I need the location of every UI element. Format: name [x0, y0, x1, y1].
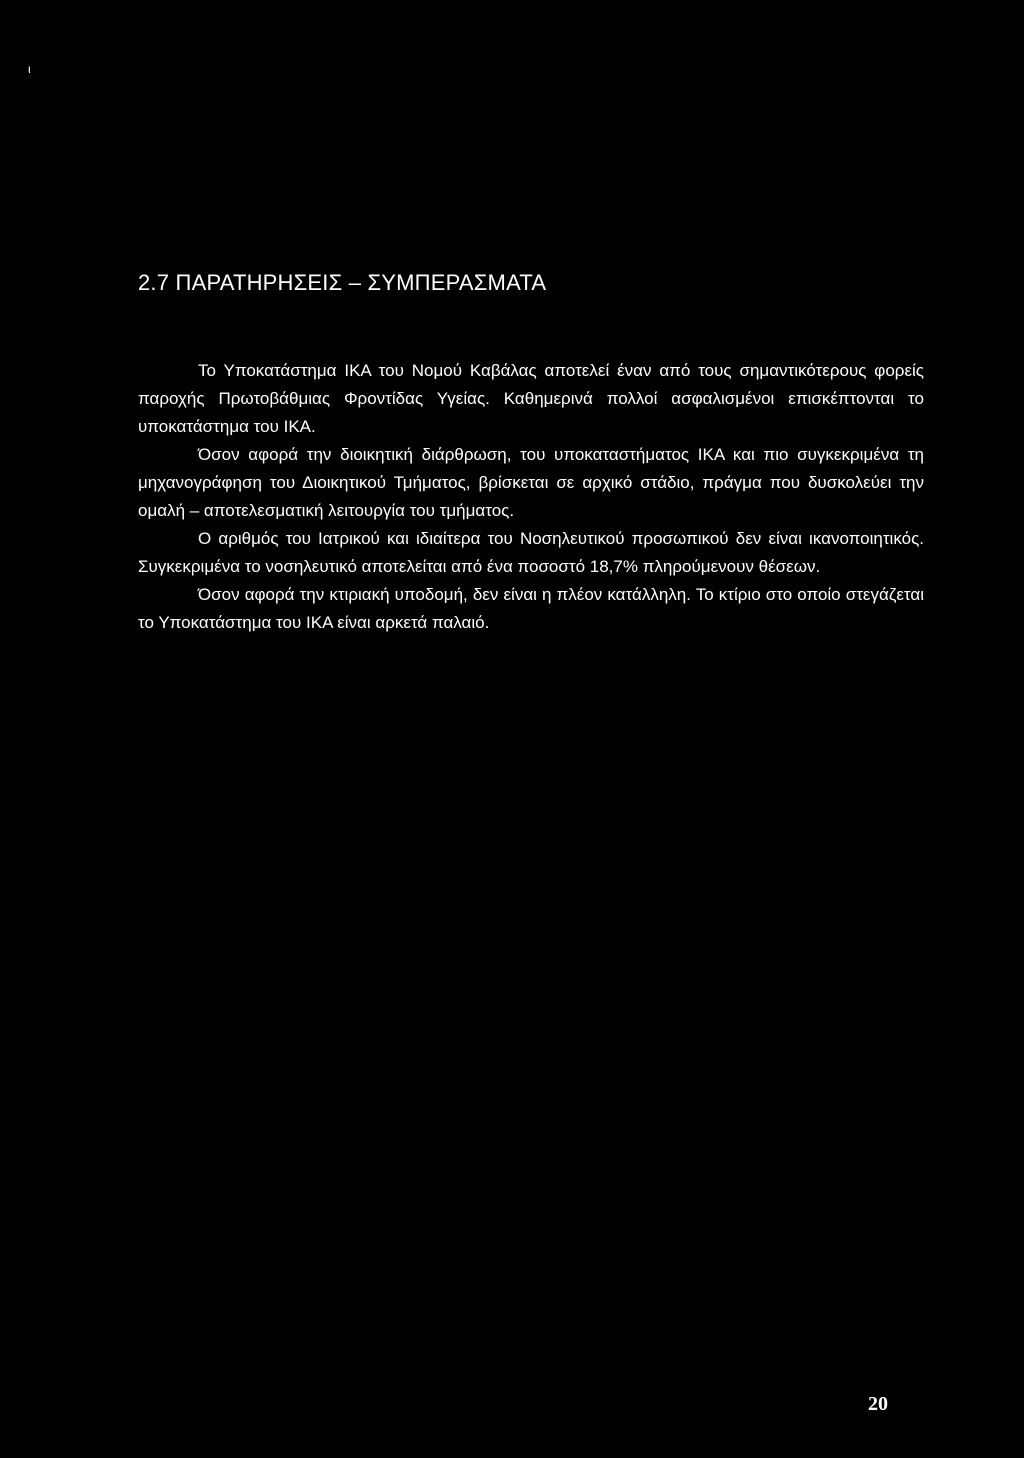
paragraph-3: Ο αριθμός του Ιατρικού και ιδιαίτερα του Νοσηλευτικού προσωπικού δεν είναι ικανοποιητικός. Συγκεκριμένα το νοσηλευτικό αποτελείται από ένα ποσοστό 18,7% πληρούμενουν θέσεων.: [138, 529, 924, 576]
paragraph-2: Όσον αφορά την διοικητική διάρθρωση, του υποκαταστήματος ΙΚΑ και πιο συγκεκριμένα τη μηχανογράφηση του Διοικητικού Τμήματος, βρίσκεται σε αρχικό στάδιο, πράγμα που δυσκολεύει την ομαλή – αποτελεσματική λειτουργία του τμήματος.: [138, 445, 924, 520]
page-number: 20: [868, 1393, 888, 1415]
scan-mark: ι: [28, 62, 31, 76]
section-title: 2.7 ΠΑΡΑΤΗΡΗΣΕΙΣ – ΣΥΜΠΕΡΑΣΜΑΤΑ: [138, 270, 547, 295]
paragraph-4: Όσον αφορά την κτιριακή υποδομή, δεν είναι η πλέον κατάλληλη. Το κτίριο στο οποίο στεγάζεται το Υποκατάστημα του ΙΚΑ είναι αρκετά παλαιό.: [138, 585, 924, 632]
paragraph-1: Το Υποκατάστημα ΙΚΑ του Νομού Καβάλας αποτελεί έναν από τους σημαντικότερους φορείς παροχής Πρωτοβάθμιας Φροντίδας Υγείας. Καθημερινά πολλοί ασφαλισμένοι επισκέπτονται το υποκατάστημα του ΙΚΑ.: [138, 361, 924, 436]
body-text: [138, 357, 924, 637]
